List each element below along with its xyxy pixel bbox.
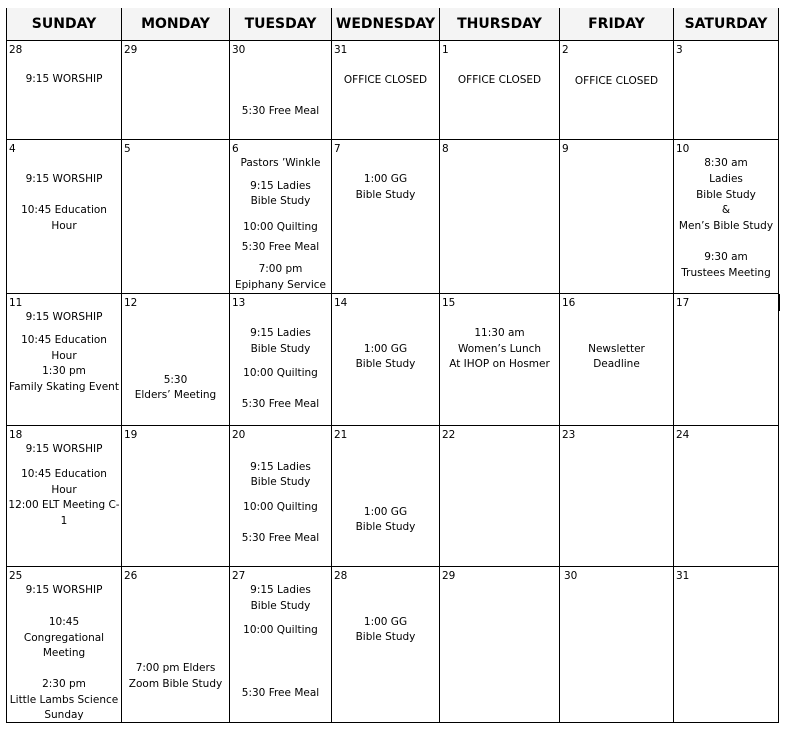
event-line: 10:45 Education Hour	[21, 468, 107, 496]
day-number: 14	[334, 297, 348, 309]
event-line: Bible Study	[696, 189, 756, 201]
day-number: 30	[564, 570, 578, 582]
day-number: 16	[562, 297, 576, 309]
day-number: 19	[124, 429, 138, 441]
event-line: 9:15 Ladies	[250, 461, 311, 473]
day-number: 17	[676, 297, 690, 309]
day-cell	[560, 426, 673, 566]
day-cell	[122, 294, 229, 425]
day-cell	[122, 426, 229, 566]
event-line: Pastors ’Winkle	[240, 157, 321, 169]
event-line: 9:15 WORSHIP	[25, 173, 103, 185]
day-cell	[332, 567, 439, 722]
day-cell	[7, 567, 121, 722]
event-line: Meeting	[42, 647, 86, 659]
day-cell	[230, 41, 331, 139]
event-line: Women’s Lunch	[457, 343, 542, 355]
event-line: Elders’ Meeting	[134, 389, 217, 401]
day-number: 30	[232, 44, 246, 56]
event-line: 10:45 Education Hour	[21, 334, 107, 362]
event-line: 9:15 WORSHIP	[25, 443, 103, 455]
event-line: 5:30 Free Meal	[241, 398, 320, 410]
day-number: 6	[232, 143, 239, 155]
day-cell	[332, 294, 439, 425]
day-number: 15	[442, 297, 456, 309]
day-cell	[440, 426, 559, 566]
day-number: 31	[334, 44, 348, 56]
day-cell	[560, 294, 673, 425]
day-cell	[122, 140, 229, 293]
day-cell	[230, 294, 331, 425]
header-wednesday: WEDNESDAY	[332, 8, 439, 40]
day-number: 21	[334, 429, 348, 441]
event-line: Bible Study	[250, 195, 311, 207]
day-cell	[560, 140, 673, 293]
header-thursday: THURSDAY	[440, 8, 559, 40]
day-number: 29	[442, 570, 456, 582]
day-cell	[7, 41, 121, 139]
event-line: 1:00 GG	[363, 616, 408, 628]
day-number: 25	[9, 570, 23, 582]
day-number: 26	[124, 570, 138, 582]
event-line: 10:45 Education Hour	[21, 204, 107, 232]
event-line: 7:00 pm	[258, 263, 303, 275]
day-cell	[7, 294, 121, 425]
day-number: 20	[232, 429, 246, 441]
header-tuesday: TUESDAY	[230, 8, 331, 40]
day-cell	[674, 41, 778, 139]
event-line: 5:30 Free Meal	[241, 532, 320, 544]
event-line: 2:30 pm	[42, 678, 86, 690]
day-number: 7	[334, 143, 341, 155]
event-line: 5:30	[163, 374, 188, 386]
event-line: 10:00 Quilting	[243, 367, 318, 379]
day-number: 1	[442, 44, 449, 56]
event-line: 5:30 Free Meal	[241, 105, 320, 117]
event-line: 9:15 Ladies	[250, 327, 311, 339]
day-number: 11	[9, 297, 23, 309]
header-saturday: SATURDAY	[674, 8, 778, 40]
day-number: 27	[232, 570, 246, 582]
day-cell	[560, 567, 673, 722]
event-line: At IHOP on Hosmer	[449, 358, 550, 370]
grid-line	[779, 294, 780, 311]
day-number: 28	[9, 44, 23, 56]
event-line: Little Lambs Science	[9, 694, 119, 706]
event-line: 9:15 WORSHIP	[25, 311, 103, 323]
day-number: 22	[442, 429, 456, 441]
day-cell	[332, 426, 439, 566]
day-cell	[440, 41, 559, 139]
day-cell	[122, 41, 229, 139]
day-number: 28	[334, 570, 348, 582]
event-line: 9:30 am	[704, 251, 748, 263]
day-number: 31	[676, 570, 690, 582]
event-line: 1:00 GG	[363, 343, 408, 355]
event-line: Newsletter	[588, 343, 645, 355]
day-cell	[674, 294, 778, 425]
day-number: 9	[562, 143, 569, 155]
event-line: Bible Study	[355, 358, 416, 370]
event-line: Trustees Meeting	[681, 267, 771, 279]
event-line: OFFICE CLOSED	[457, 74, 542, 86]
event-line: Bible Study	[355, 189, 416, 201]
day-number: 18	[9, 429, 23, 441]
header-sunday: SUNDAY	[7, 8, 121, 40]
day-number: 24	[676, 429, 690, 441]
event-line: 7:00 pm Elders	[135, 662, 216, 674]
event-line: OFFICE CLOSED	[343, 74, 428, 86]
day-number: 2	[562, 44, 569, 56]
event-line: 12:00 ELT Meeting C-1	[8, 499, 120, 527]
day-cell	[230, 426, 331, 566]
event-line: Zoom Bible Study	[128, 678, 223, 690]
event-line: Bible Study	[355, 631, 416, 643]
event-line: Epiphany Service	[235, 279, 326, 291]
day-number: 13	[232, 297, 246, 309]
event-line: 11:30 am	[474, 327, 525, 339]
event-line: &	[721, 204, 731, 216]
day-cell	[230, 567, 331, 722]
header-friday: FRIDAY	[560, 8, 673, 40]
day-cell	[332, 140, 439, 293]
day-number: 8	[442, 143, 449, 155]
event-line: Bible Study	[250, 343, 311, 355]
event-line: 9:15 WORSHIP	[25, 73, 103, 85]
event-line: 9:15 Ladies	[250, 584, 311, 596]
day-cell	[440, 294, 559, 425]
event-line: 9:15 WORSHIP	[25, 584, 103, 596]
event-line: 8:30 am	[704, 157, 748, 169]
day-cell	[560, 41, 673, 139]
event-line: 9:15 Ladies	[250, 180, 311, 192]
event-line: 1:00 GG	[363, 173, 408, 185]
event-line: 5:30 Free Meal	[241, 241, 320, 253]
day-number: 12	[124, 297, 138, 309]
day-cell	[674, 567, 778, 722]
event-line: Deadline	[593, 358, 640, 370]
event-line: 10:45	[48, 616, 80, 628]
day-cell	[7, 426, 121, 566]
day-number: 10	[676, 143, 690, 155]
event-line: Bible Study	[250, 600, 311, 612]
event-line: Bible Study	[355, 521, 416, 533]
day-cell	[440, 140, 559, 293]
event-line: 1:00 GG	[363, 506, 408, 518]
day-cell	[674, 140, 778, 293]
event-line: 10:00 Quilting	[243, 221, 318, 233]
event-line: OFFICE CLOSED	[574, 75, 659, 87]
event-line: Ladies	[709, 173, 743, 185]
event-line: 1:30 pm	[42, 365, 86, 377]
day-number: 3	[676, 44, 683, 56]
day-cell	[7, 140, 121, 293]
day-number: 29	[124, 44, 138, 56]
day-number: 5	[124, 143, 131, 155]
event-line: 10:00 Quilting	[243, 501, 318, 513]
day-cell	[674, 426, 778, 566]
day-number: 23	[562, 429, 576, 441]
header-monday: MONDAY	[122, 8, 229, 40]
day-cell	[122, 567, 229, 722]
day-cell	[332, 41, 439, 139]
event-line: Family Skating Event	[9, 381, 119, 393]
event-line: Men’s Bible Study	[678, 220, 774, 232]
event-line: 10:00 Quilting	[243, 624, 318, 636]
event-line: 5:30 Free Meal	[241, 687, 320, 699]
event-line: Bible Study	[250, 476, 311, 488]
grid-line	[778, 8, 779, 723]
day-cell	[440, 567, 559, 722]
event-line: Sunday	[44, 709, 84, 721]
event-line: Congregational	[23, 632, 105, 644]
day-number: 4	[9, 143, 16, 155]
day-cell	[230, 140, 331, 293]
